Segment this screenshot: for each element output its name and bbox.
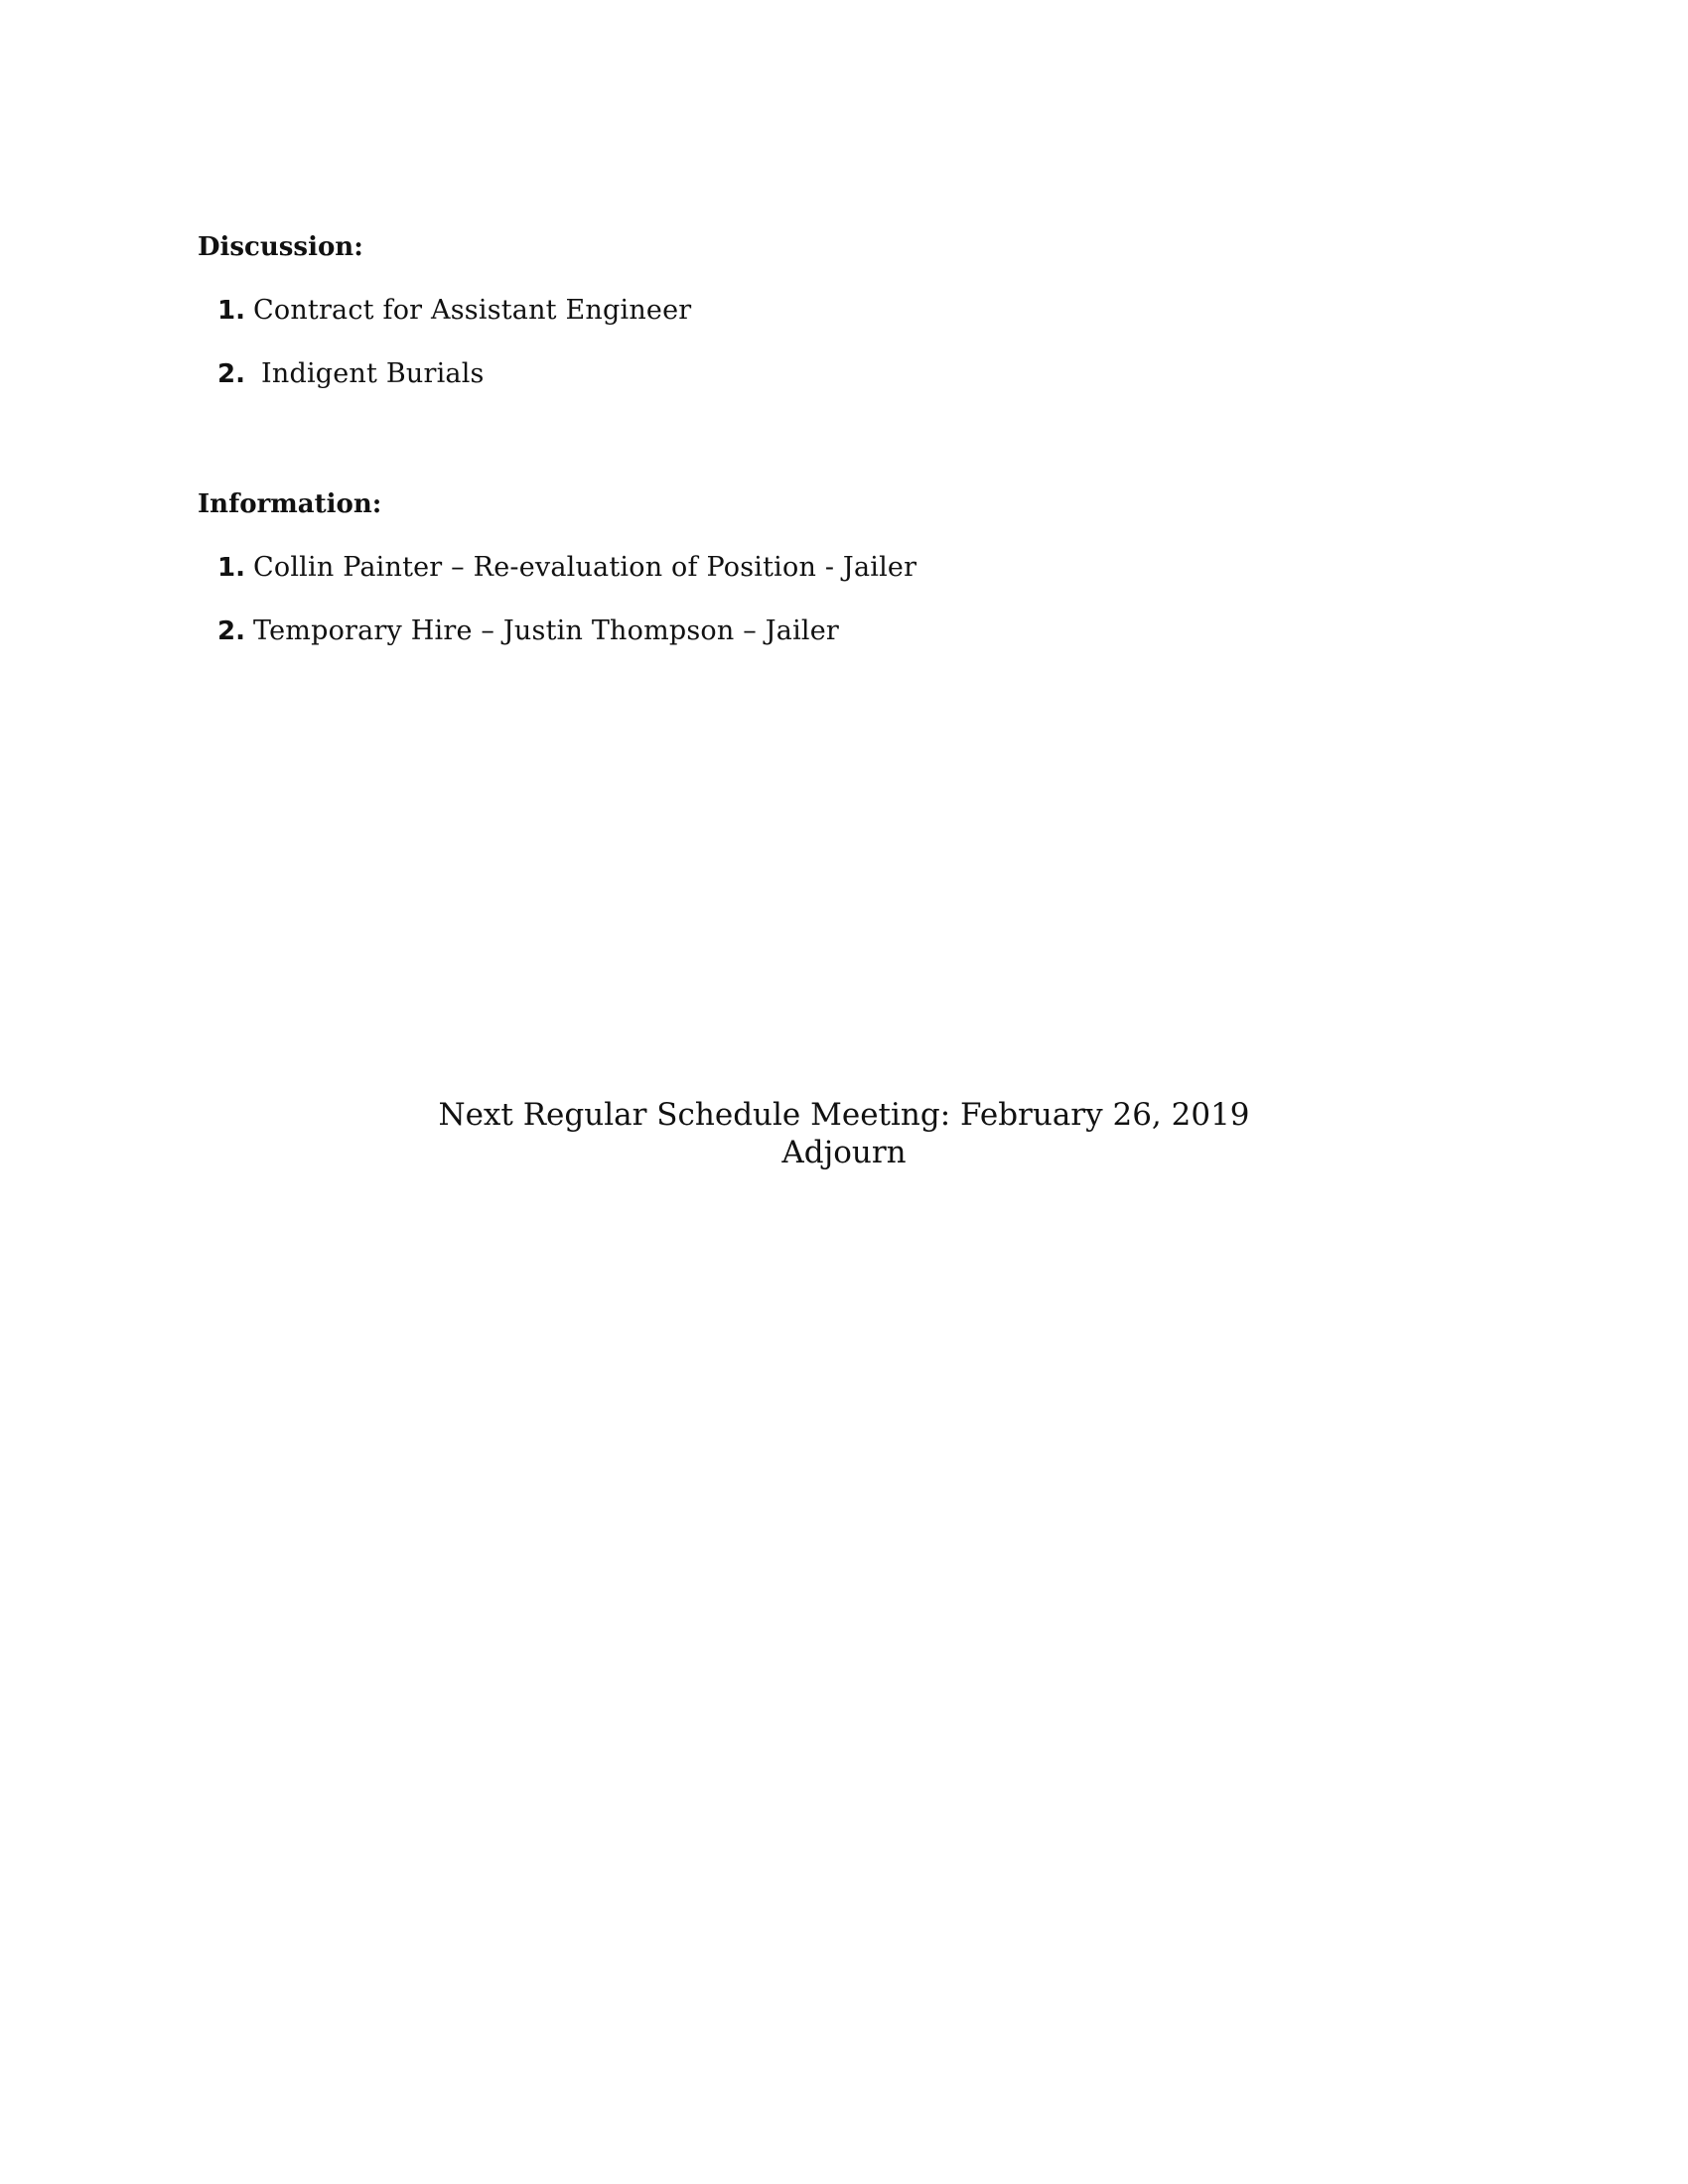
next-meeting-line: Next Regular Schedule Meeting: February 26, 2019 bbox=[438, 1097, 1250, 1133]
meeting-footer bbox=[0, 1096, 1688, 1171]
list-item bbox=[198, 551, 1488, 585]
adjourn-line: Adjourn bbox=[781, 1135, 907, 1170]
list-item bbox=[198, 357, 1488, 391]
item-number: 2. bbox=[217, 359, 245, 389]
discussion-heading: Discussion: bbox=[198, 232, 363, 262]
item-number: 1. bbox=[217, 553, 245, 583]
information-section bbox=[198, 487, 1488, 678]
item-text: Contract for Assistant Engineer bbox=[253, 295, 692, 326]
list-item bbox=[198, 614, 1488, 648]
item-text: Collin Painter – Re-evaluation of Position - Jailer bbox=[253, 552, 917, 583]
information-heading: Information: bbox=[198, 489, 382, 519]
discussion-section bbox=[198, 230, 1488, 421]
list-item bbox=[198, 294, 1488, 328]
item-text: Indigent Burials bbox=[261, 358, 485, 389]
item-text: Temporary Hire – Justin Thompson – Jailer bbox=[253, 615, 840, 646]
item-number: 1. bbox=[217, 296, 245, 326]
item-number: 2. bbox=[217, 616, 245, 646]
